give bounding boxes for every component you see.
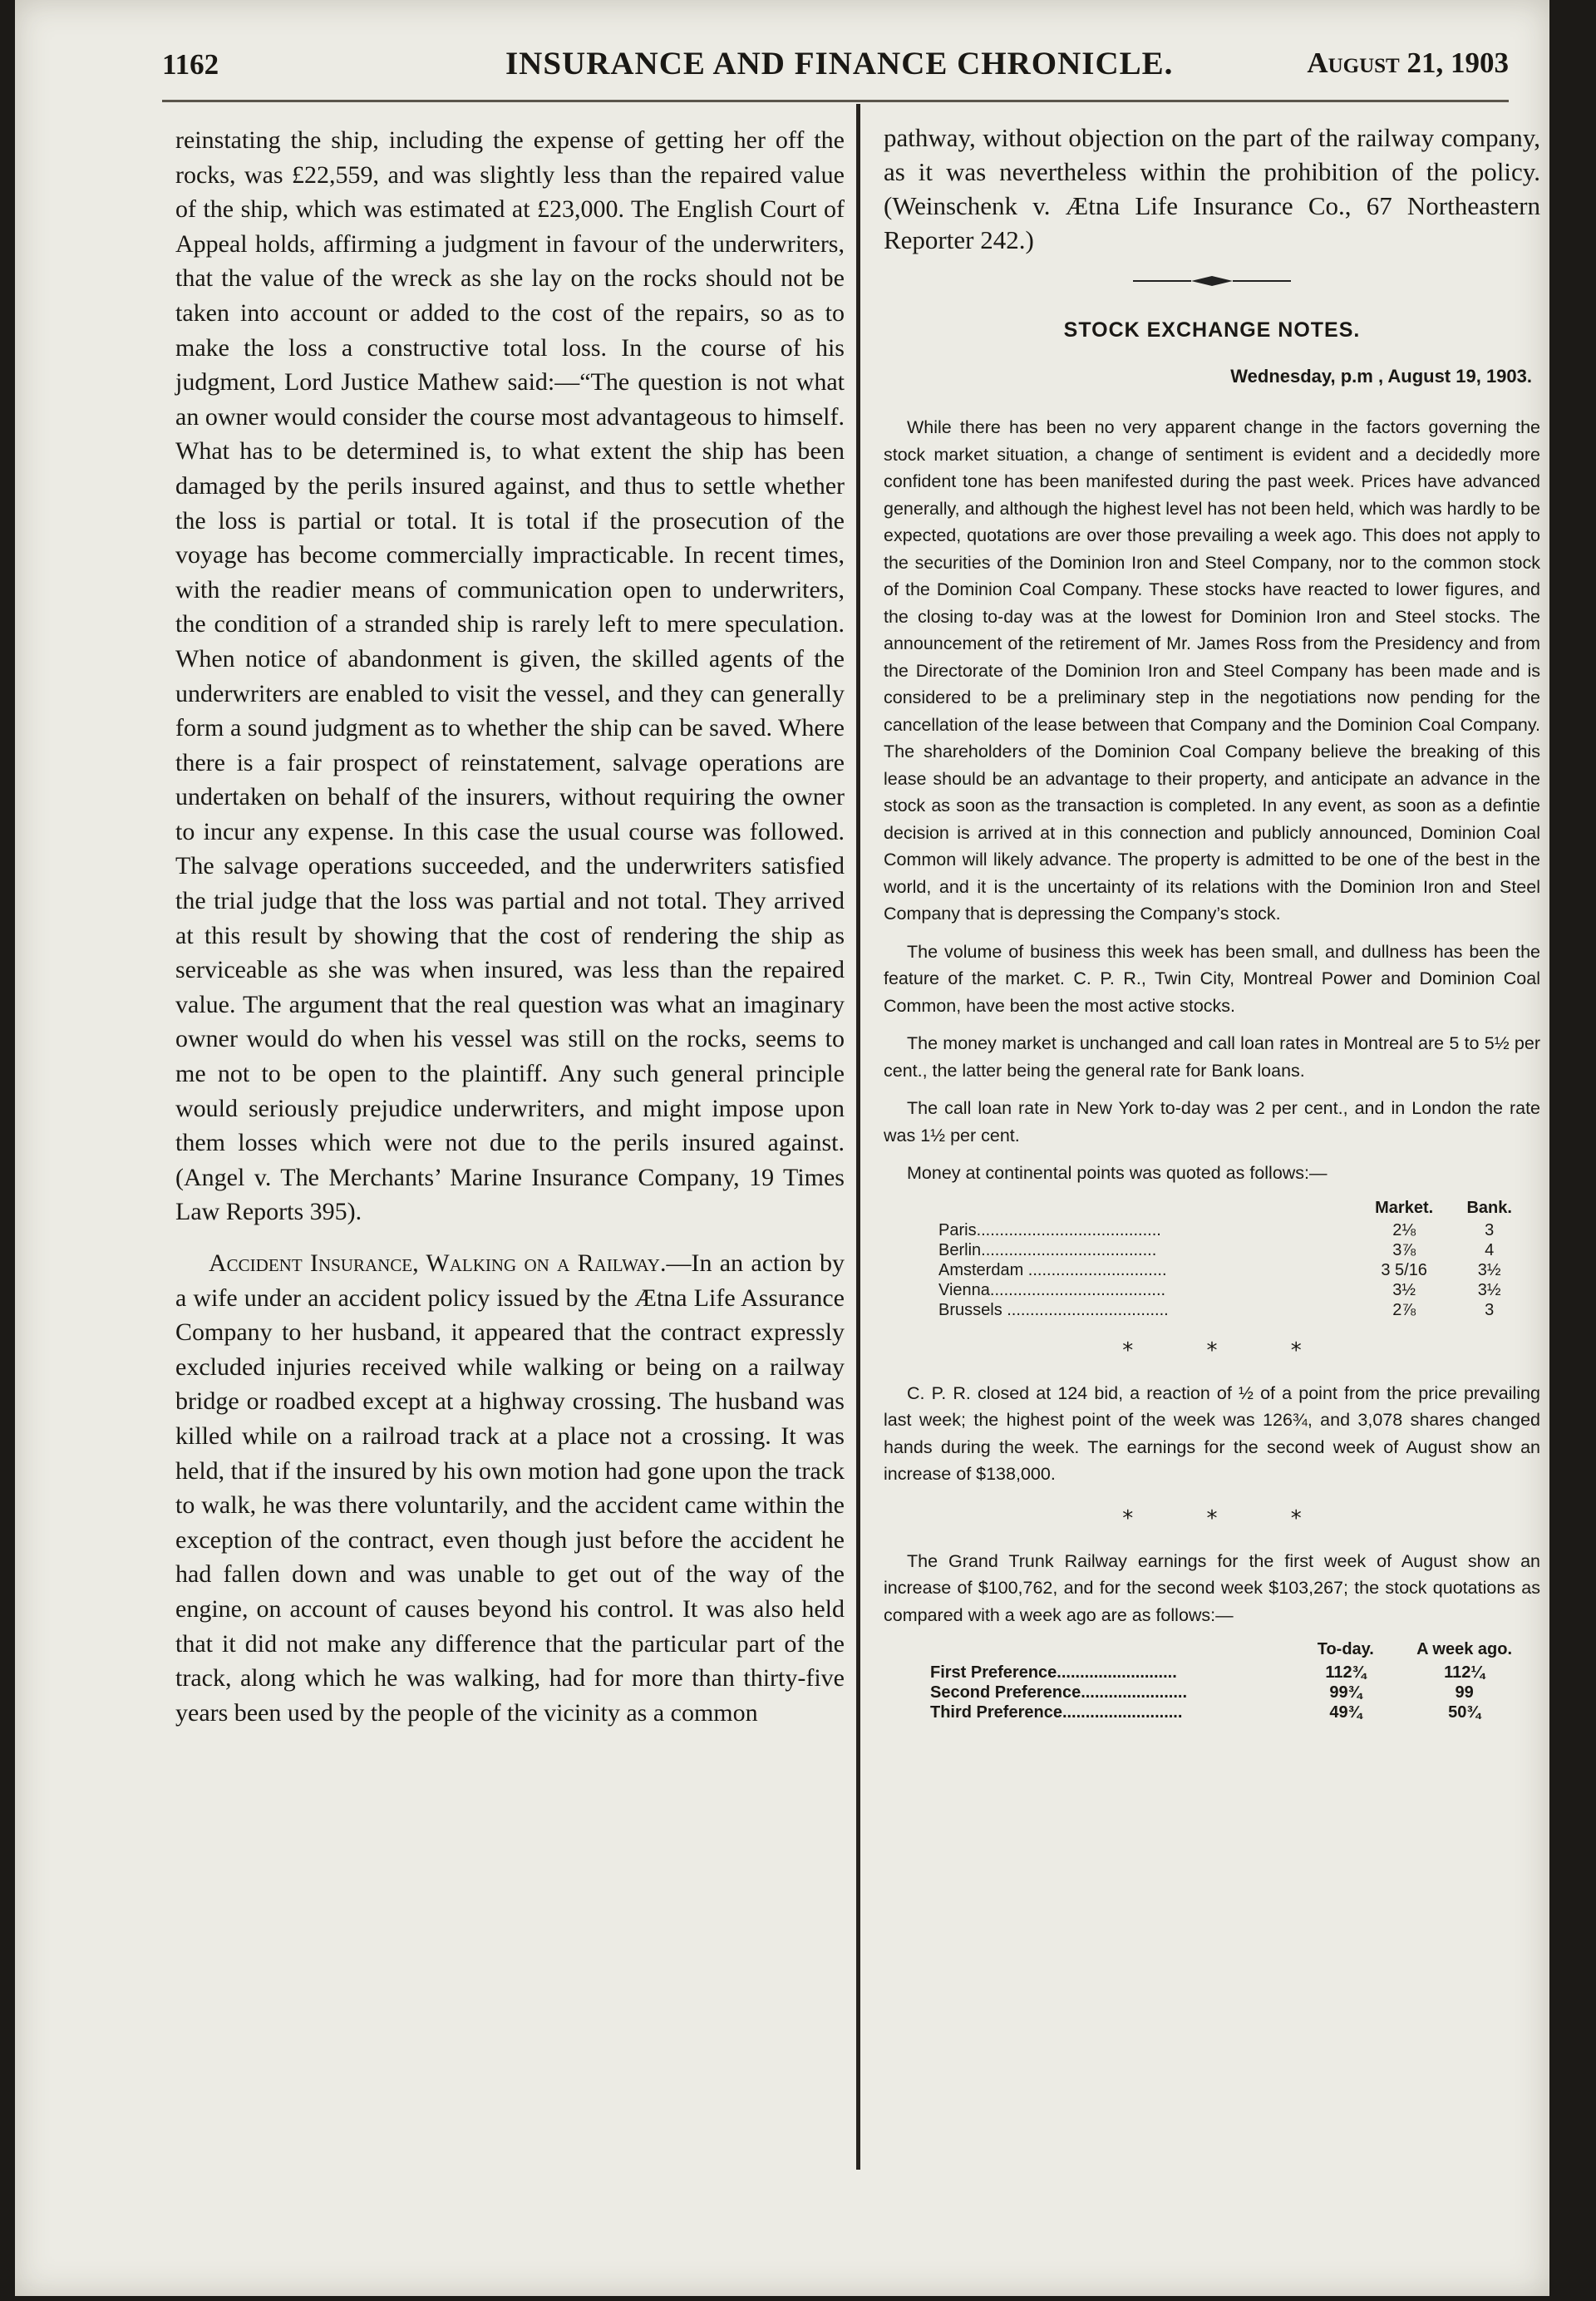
separator-stars: * * * xyxy=(1122,1505,1335,1531)
place-name: Paris........................................ xyxy=(938,1220,1161,1239)
price-week-ago: 99 xyxy=(1455,1683,1474,1702)
dateline: Wednesday, p.m , August 19, 1903. xyxy=(1230,366,1532,387)
market-rate: 2⅞ xyxy=(1392,1300,1416,1319)
stock-name: Third Preference.......................... xyxy=(930,1703,1183,1722)
notes-paragraph-2: The volume of business this week has been small, and dullness has been the feature of the market. C. P. R., Twin City, Montreal Power and Dominion Coal Common, have been the most active stocks. xyxy=(884,941,1540,1016)
notes-paragraph-7: The Grand Trunk Railway earnings for the first week of August show an increase of $100,762, and for the second week $103,267; the stock quotations as compared with a week ago are as follows:— xyxy=(884,1550,1540,1625)
right-column xyxy=(884,121,1540,1722)
notes-paragraph-4: The call loan rate in New York to-day was 2 per cent., and in London the rate was 1½ per cent. xyxy=(884,1098,1540,1146)
stock-notes xyxy=(884,414,1540,1722)
column-header-market: Market. xyxy=(1375,1198,1434,1217)
newspaper-page xyxy=(15,0,1549,2296)
grand-trunk-stock-table xyxy=(925,1640,1524,1722)
section-title: STOCK EXCHANGE NOTES. xyxy=(1063,318,1361,342)
place-name: Amsterdam .............................. xyxy=(938,1260,1167,1279)
table-row xyxy=(933,1280,1532,1300)
bank-rate: 4 xyxy=(1485,1240,1495,1259)
place-name: Berlin...................................... xyxy=(938,1240,1157,1259)
notes-paragraph-1: While there has been no very apparent change in the factors governing the stock market situation, a change of sentiment is evident and a decidedly more confident tone has been manifested during the past week. Prices have advanced generally, and although the highest level has not been held, which was hardly to be expected, quotations are over those prevailing a week ago. This does not apply to the securities of the Dominion Iron and Steel Company, nor to the common stock of the Dominion Coal Company. These stocks have reacted to lower figures, and the closing to-day was at the lowest for Dominion Iron and Steel stocks. The announcement of the retirement of Mr. James Ross from the Presidency and from the Directorate of the Dominion Iron and Steel Company has been made and is considered to be a preliminary step in the negotiations now pending for the cancellation of the lease between that Company and the Dominion Coal Company. The shareholders of the Dominion Coal Company believe the breaking of this lease should be an advantage to their property, and anticipate an advance in the stock as soon as the transaction is completed. In any event, as soon as a defintie decision is arrived at in this connection and publicly announced, Dominion Coal Common will likely advance. The property is admitted to be one of the best in the world, and it is the uncertainty of its relations with the Dominion Iron and Steel Company that is depressing the Company’s stock. xyxy=(884,417,1540,924)
price-week-ago: 50¾ xyxy=(1448,1703,1481,1722)
table-row xyxy=(925,1702,1524,1722)
market-rate: 3 5/16 xyxy=(1381,1260,1427,1279)
issue-date: August 21, 1903 xyxy=(1307,47,1509,79)
market-rate: 3⅞ xyxy=(1392,1240,1416,1259)
journal-title: INSURANCE AND FINANCE CHRONICLE. xyxy=(505,46,1174,81)
table-row xyxy=(925,1683,1524,1702)
table-row xyxy=(933,1240,1532,1260)
table-row xyxy=(925,1663,1524,1683)
place-name: Vienna...................................... xyxy=(938,1280,1166,1299)
stock-name: Second Preference....................... xyxy=(930,1683,1187,1702)
ornament-divider xyxy=(1133,275,1291,287)
column-header-bank: Bank. xyxy=(1466,1198,1512,1217)
accident-insurance-heading: Accident Insurance, Walking on a Railway. xyxy=(209,1249,667,1277)
left-column xyxy=(175,123,845,1730)
bank-rate: 3 xyxy=(1485,1220,1495,1239)
notes-paragraph-3: The money market is unchanged and call loan rates in Montreal are 5 to 5½ per cent., the latter being the general rate for Bank loans. xyxy=(884,1033,1540,1081)
column-header-week-ago: A week ago. xyxy=(1416,1640,1513,1658)
notes-paragraph-5: Money at continental points was quoted as follows:— xyxy=(907,1163,1328,1183)
column-header-today: To-day. xyxy=(1317,1640,1374,1658)
marine-insurance-paragraph: reinstating the ship, including the expense of getting her off the rocks, was £22,559, and was slightly less than the repaired value of the ship, which was estimated at £23,000. The English Court of Appeal holds, affirming a judgment in favour of the underwriters, that the value of the wreck as she lay on the rocks should not be taken into account or added to the cost of the repairs, so as to make the loss a constructive total loss. In the course of his judgment, Lord Justice Mathew said:—“The question is not what an owner would consider the course most advantageous to himself. What has to be determined is, to what extent the ship has been damaged by the perils insured against, and thus to settle whether the loss is partial or total. It is total if the prosecution of the voyage has become commercially impracticable. In recent times, with the readier means of communication open to underwriters, the condition of a stranded ship is rarely left to mere speculation. When notice of abandonment is given, the skilled agents of the underwriters are enabled to visit the vessel, and they can generally form a sound judgment as to whether the ship can be saved. Where there is a fair prospect of reinstatement, salvage operations are undertaken on behalf of the insurers, without requiring the owner to incur any expense. In this case the usual course was followed. The salvage operations succeeded, and the underwriters satisfied the trial judge that the loss was partial and not total. They arrived at this result by showing that the cost of rendering the ship as serviceable as she was when insured, was less than the repaired value. The argument that the real question was what an imaginary owner would do when his vessel was still on the rocks, seems to me not to be open to the plaintiff. Any such general principle would seriously prejudice underwriters, and might impose upon them losses which were not due to the perils insured against. (Angel v. The Merchants’ Marine Insurance Company, 19 Times Law Reports 395). xyxy=(175,126,845,1226)
page-number: 1162 xyxy=(162,48,219,81)
market-rate: 3½ xyxy=(1392,1280,1416,1299)
table-header-row xyxy=(925,1640,1524,1663)
continuation-paragraph: pathway, without objection on the part of the railway company, as it was nevertheless within the prohibition of the policy. (Weinschenk v. Ætna Life Insurance Co., 67 Northeastern Reporter 242.) xyxy=(884,123,1540,254)
table-header-row xyxy=(933,1199,1532,1220)
bank-rate: 3½ xyxy=(1477,1280,1501,1299)
accident-insurance-paragraph xyxy=(175,1246,845,1730)
stock-name: First Preference.......................... xyxy=(930,1663,1177,1682)
page-header xyxy=(162,48,1509,90)
price-today: 112¾ xyxy=(1325,1663,1367,1682)
separator-stars: * * * xyxy=(1122,1338,1335,1363)
price-today: 99¾ xyxy=(1329,1683,1362,1702)
bank-rate: 3½ xyxy=(1477,1260,1501,1279)
notes-paragraph-6: C. P. R. closed at 124 bid, a reaction of ½ of a point from the price prevailing last week; the highest point of the week was 126¾, and 3,078 shares changed hands during the week. The earnings for the second week of August show an increase of $138,000. xyxy=(884,1382,1540,1484)
table-row xyxy=(933,1220,1532,1240)
accident-insurance-body: —In an action by a wife under an accident policy issued by the Ætna Life Assurance Company to her husband, it appeared that the contract expressly excluded injuries received while walking or being on a railway bridge or roadbed except at a highway crossing. The husband was killed while on a railroad track at a place not a crossing. It was held, that if the insured by his own motion had gone upon the track to walk, he was there voluntarily, and the accident came within the exception of the contract, even though just before the accident he had fallen down and was unable to get out of the way of the engine, on account of causes beyond his control. It was also held that it did not make any difference that the particular part of the track, along which he was walking, had for more than thirty-five years been used by the people of the vicinity as a common xyxy=(175,1249,845,1727)
bank-rate: 3 xyxy=(1485,1300,1495,1319)
price-week-ago: 112¼ xyxy=(1444,1663,1485,1682)
market-rate: 2⅛ xyxy=(1392,1220,1416,1239)
column-rule xyxy=(856,104,860,2170)
table-row xyxy=(933,1260,1532,1280)
price-today: 49¾ xyxy=(1329,1703,1362,1722)
money-rates-table xyxy=(933,1199,1532,1320)
place-name: Brussels ................................... xyxy=(938,1300,1169,1319)
header-rule xyxy=(162,100,1509,102)
table-row xyxy=(933,1300,1532,1320)
